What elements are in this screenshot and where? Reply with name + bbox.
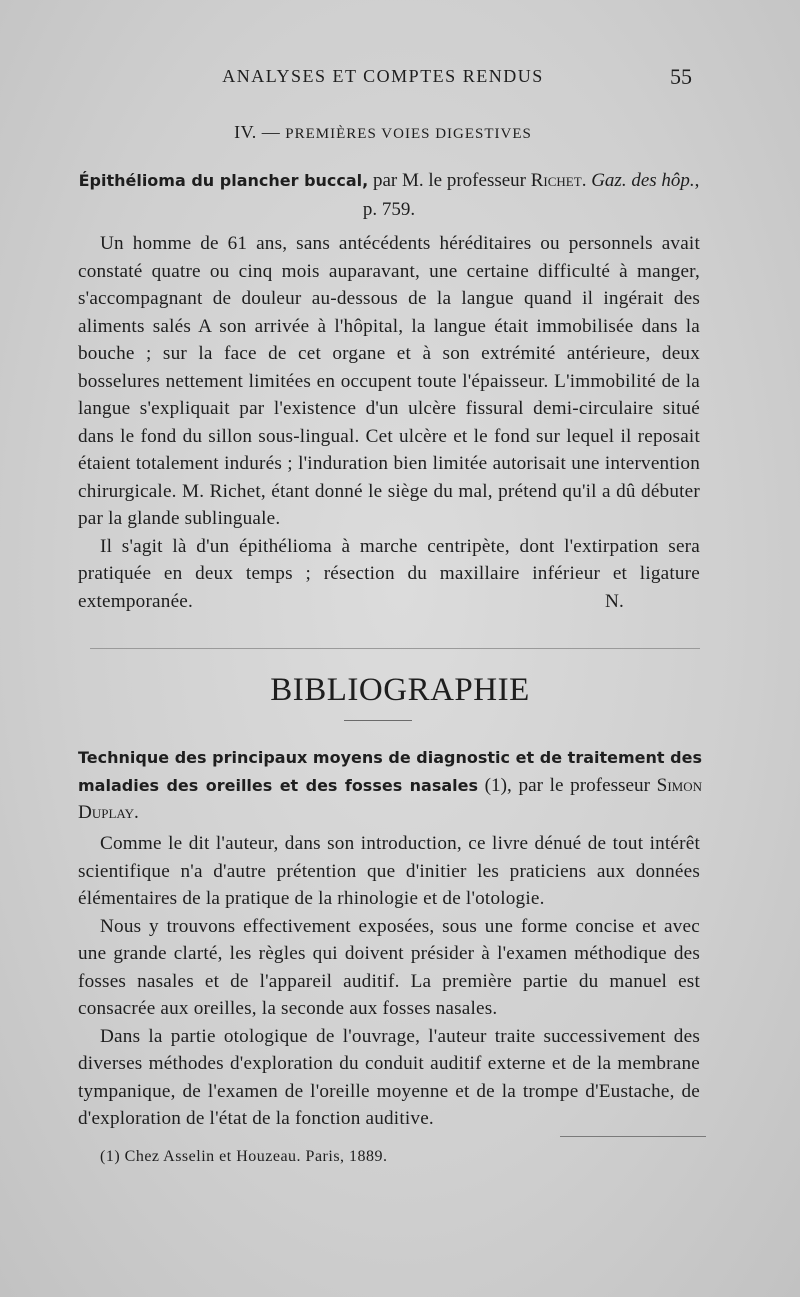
article-title xyxy=(78,166,700,224)
separator-rule xyxy=(90,648,700,649)
article-title-by: par M. le professeur xyxy=(372,170,526,191)
footnote-rule xyxy=(560,1136,706,1137)
running-head xyxy=(0,66,800,94)
book-title-bold: Technique des principaux moyens de diagnostic et de traitement des maladies des oreilles et des fosses nasales xyxy=(78,748,702,795)
heading-underline xyxy=(344,720,412,721)
section-heading xyxy=(0,122,766,143)
book-author: Simon Duplay. xyxy=(78,774,702,823)
footnote: (1) Chez Asselin et Houzeau. Paris, 1889. xyxy=(100,1148,388,1165)
article-paragraph: Il s'agit là d'un épithélioma à marche centripète, dont l'extirpation sera pratiquée en deux temps ; résection du maxillaire inférieur et ligature extemporanée. xyxy=(78,535,700,612)
running-title: ANALYSES ET COMPTES RENDUS xyxy=(222,66,544,86)
bibliography-paragraph: Nous y trouvons effectivement exposées, sous une forme concise et avec une grande clarté, les règles qui doivent présider à l'examen méthodique des fosses nasales et de l'appareil auditif. La première partie du manuel est consacrée aux oreilles, la seconde aux fosses nasales. xyxy=(78,915,700,1019)
section-numeral: IV. — xyxy=(234,122,281,142)
article-author: Richet. xyxy=(530,170,587,191)
section-title: PREMIÈRES VOIES DIGESTIVES xyxy=(285,126,532,142)
article-source: Gaz. des hôp. xyxy=(591,170,695,191)
article-signature: N. xyxy=(604,590,624,612)
page-number: 55 xyxy=(670,64,692,89)
bibliography-heading: BIBLIOGRAPHIE xyxy=(270,672,530,708)
article-source-page: , p. 759. xyxy=(362,170,700,220)
bibliography-body xyxy=(78,830,700,1133)
article-title-bold: Épithélioma du plancher buccal, xyxy=(78,171,369,190)
signature-row xyxy=(78,588,700,616)
book-by: par le professeur xyxy=(518,774,651,796)
article-paragraph: Un homme de 61 ans, sans antécédents héréditaires ou personnels avait constaté quatre ou cinq mois auparavant, une certaine difficulté à manger, s'accompagnant de douleur au-dessous de la langue quand il ingérait des aliments salés A son arrivée à l'hôpital, la langue était immobilisée dans la bouche ; sur la face de cet organe et à son extrémité antérieure, deux bosselures nettement limitées en occupent toute l'épaisseur. L'immobilité de la langue s'expliquait par l'existence d'un ulcère fissural demi-circulaire situé dans le fond du sillon sous-lingual. Cet ulcère et le fond sur lequel il reposait étaient totalement indurés ; l'induration bien limitée autorisait une intervention chirurgicale. M. Richet, étant donné le siège du mal, prétend qu'il a dû débuter par la glande sublinguale. xyxy=(78,233,700,529)
book-note-ref: (1), xyxy=(484,774,512,796)
book-title xyxy=(78,744,702,827)
bibliography-paragraph: Dans la partie otologique de l'ouvrage, l'auteur traite successivement des diverses méthodes d'exploration du conduit auditif externe et de la membrane tympanique, de l'examen de l'oreille moyenne et de la trompe d'Eustache, de d'exploration de l'état de la fonction auditive. xyxy=(78,1025,700,1129)
bibliography-paragraph: Comme le dit l'auteur, dans son introduction, ce livre dénué de tout intérêt scientifique n'a d'autre prétention que d'initier les praticiens aux données élémentaires de la pratique de la rhinologie et de l'otologie. xyxy=(78,833,700,909)
article-body xyxy=(78,230,700,615)
